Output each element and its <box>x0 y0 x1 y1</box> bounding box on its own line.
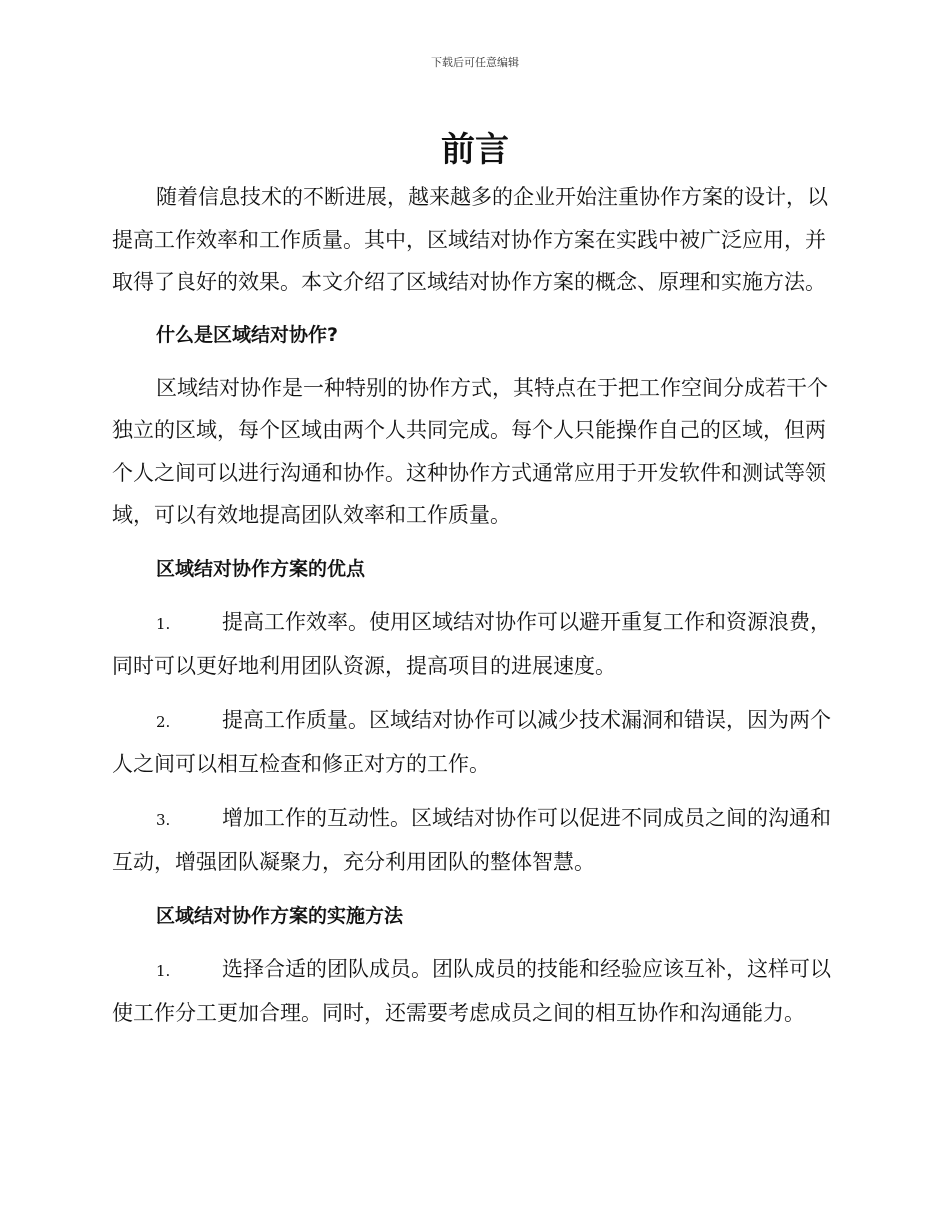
section-heading-implementation: 区域结对协作方案的实施方法 <box>156 904 404 927</box>
list-item-text: 提高工作效率。使用区域结对协作可以避开重复工作和资源浪费，同时可以更好地利用团队资源，提高项目的进展速度。 <box>112 609 831 678</box>
list-number: 2. <box>156 712 171 731</box>
list-item-text: 提高工作质量。区域结对协作可以减少技术漏洞和错误，因为两个人之间可以相互检查和修正对方的工作。 <box>112 707 831 776</box>
list-number: 1. <box>156 614 171 633</box>
section-heading-advantages: 区域结对协作方案的优点 <box>156 557 366 580</box>
list-item <box>112 601 836 688</box>
page-header: 下载后可任意编辑 <box>431 56 519 69</box>
intro-paragraph: 随着信息技术的不断进展，越来越多的企业开始注重协作方案的设计，以提高工作效率和工作质量。其中，区域结对协作方案在实践中被广泛应用，并取得了良好的效果。本文介绍了区域结对协作方案的概念、原理和实施方法。 <box>112 185 828 294</box>
list-item-text: 选择合适的团队成员。团队成员的技能和经验应该互补，这样可以使工作分工更加合理。同时，还需要考虑成员之间的相互协作和沟通能力。 <box>112 956 831 1025</box>
page-title: 前言 <box>441 130 509 170</box>
section-what-is-paragraph: 区域结对协作是一种特别的协作方式，其特点在于把工作空间分成若干个独立的区域，每个区域由两个人共同完成。每个人只能操作自己的区域，但两个人之间可以进行沟通和协作。这种协作方式通常应用于开发软件和测试等领域，可以有效地提高团队效率和工作质量。 <box>112 375 828 527</box>
list-item <box>112 699 836 786</box>
section-heading-what-is: 什么是区域结对协作? <box>156 323 339 346</box>
list-number: 3. <box>156 810 171 829</box>
list-item-text: 增加工作的互动性。区域结对协作可以促进不同成员之间的沟通和互动，增强团队凝聚力，充分利用团队的整体智慧。 <box>112 805 831 874</box>
document-body <box>112 176 836 1035</box>
list-item <box>112 948 836 1035</box>
list-number: 1. <box>156 961 171 980</box>
list-item <box>112 797 836 884</box>
